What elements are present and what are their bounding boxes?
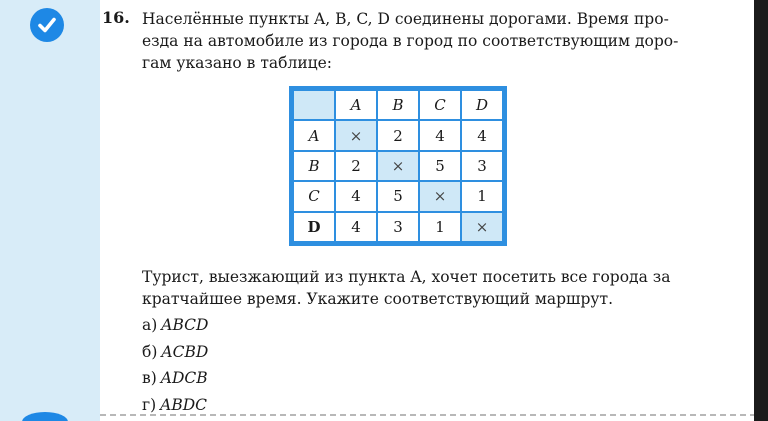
answer-option[interactable]: [142, 312, 208, 339]
row-header: C: [294, 182, 334, 210]
row-header: D: [294, 213, 334, 241]
table-cell: ×: [462, 213, 502, 241]
column-header: A: [336, 91, 376, 119]
problem-number: 16.: [102, 8, 130, 27]
page-bottom-rule: [100, 414, 754, 416]
option-route: ABCD: [161, 316, 209, 334]
table-cell: ×: [378, 152, 418, 180]
column-header: C: [420, 91, 460, 119]
table-row: [294, 152, 502, 180]
left-margin-band: [0, 0, 100, 421]
table-cell: 4: [336, 213, 376, 241]
option-route: ADCB: [160, 369, 208, 387]
answer-option[interactable]: [142, 365, 208, 392]
table-row: [294, 182, 502, 210]
option-route: ACBD: [161, 342, 209, 361]
table-cell: 1: [420, 213, 460, 241]
option-label: в): [142, 369, 157, 387]
option-route: ABDC: [160, 395, 208, 414]
column-header: B: [378, 91, 418, 119]
table-row: [294, 213, 502, 241]
statement-line: гам указано в таблице:: [142, 54, 333, 72]
table-cell: 5: [378, 182, 418, 210]
row-header: A: [294, 121, 334, 149]
statement-line: Населённые пункты A, B, C, D соединены дорогами. Время про-: [142, 10, 669, 28]
option-label: а): [142, 316, 158, 334]
table-cell: 3: [378, 213, 418, 241]
travel-time-table: [289, 86, 507, 246]
right-edge-band: [754, 0, 768, 421]
table-header-row: [294, 91, 502, 119]
table-cell: 2: [336, 152, 376, 180]
option-label: г): [142, 395, 157, 414]
table-cell: 4: [336, 182, 376, 210]
statement-line: езда на автомобиле из города в город по соответствующим доро-: [142, 32, 679, 50]
table-cell: 4: [420, 121, 460, 149]
option-label: б): [142, 342, 158, 361]
answer-option[interactable]: [142, 339, 208, 366]
table-cell: 2: [378, 121, 418, 149]
table-cell: ×: [336, 121, 376, 149]
table-cell: 4: [462, 121, 502, 149]
problem-question: [142, 266, 724, 310]
table-cell: 3: [462, 152, 502, 180]
question-line: кратчайшее время. Укажите соответствующий маршрут.: [142, 290, 613, 308]
table-row: [294, 121, 502, 149]
table-cell: 5: [420, 152, 460, 180]
problem-statement: [142, 8, 724, 74]
table-cell: 1: [462, 182, 502, 210]
check-circle-icon: [30, 8, 64, 42]
question-line: Турист, выезжающий из пункта A, хочет посетить все города за: [142, 268, 671, 286]
answer-options: [142, 312, 208, 418]
column-header: D: [462, 91, 502, 119]
table-corner-cell: [294, 91, 334, 119]
row-header: B: [294, 152, 334, 180]
table-cell: ×: [420, 182, 460, 210]
